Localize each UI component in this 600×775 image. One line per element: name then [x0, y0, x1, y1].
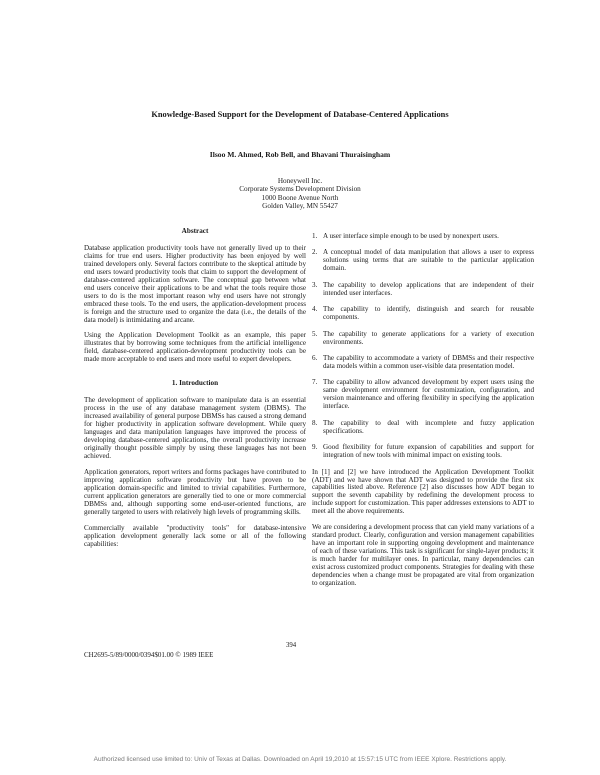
introduction-paragraph: Application generators, report writers and forms packages have contributed to improving application software productivity but have proven to be application domain-specific and limited to trivial capabilities. Furthermore, current application generators are generally tied to one or more commercial DBMSs and, although supporting some end-user-oriented functions, are generally targeted to users with relatively high levels of programming skills. — [84, 467, 306, 516]
affiliation-line: Honeywell Inc. — [277, 177, 323, 185]
paper-authors: Ilsoo M. Ahmed, Rob Bell, and Bhavani Thuraisingham — [209, 150, 391, 159]
page-number: 394 — [286, 642, 297, 649]
list-item: 2. A conceptual model of data manipulation that allows a user to express solutions using terms that are suitable to the particular application domain. — [312, 248, 534, 273]
left-column — [84, 228, 306, 556]
affiliation-line: Corporate Systems Development Division — [239, 185, 361, 194]
affiliation-line: Golden Valley, MN 55427 — [262, 201, 338, 210]
list-item: 5. The capability to generate applications for a variety of execution environments. — [312, 329, 534, 346]
introduction-heading: 1. Introduction — [171, 379, 219, 388]
abstract-paragraph: Database application productivity tools have not generally lived up to their claims for true end users. Higher productivity has been enjoyed by well trained developers only. Several factors contribute to the skeptical attitude by end users toward productivity tools that claim to support the development of database-centered application software. The conceptual gap between what end users conceive their applications to be and what the tools require those users to do is the most important reason why end users have not strongly embraced these tools. To the end users, the application-development process is foreign and the structure used to organize the data (i.e., the details of the data model) is intimidating and arcane. — [84, 243, 306, 324]
license-notice: Authorized licensed use limited to: Univ of Texas at Dallas. Downloaded on April 19,2010 at 15:57:15 UTC from IEEE Xplore. Restrictions apply. — [93, 756, 507, 763]
abstract-paragraph: Using the Application Development Toolkit as an example, this paper illustrates that by borrowing some techniques from the artificial intelligence field, database-centered application-development productivity tools can be made more acceptable to end users and more useful to expert developers. — [84, 331, 306, 364]
capabilities-list — [312, 233, 534, 460]
list-item: 4. The capability to identify, distinguish and search for reusable components. — [312, 305, 534, 322]
list-item: 6. The capability to accommodate a variety of DBMSs and their respective data models within a common user-visible data presentation model. — [312, 354, 534, 370]
introduction-paragraph: Commercially available "productivity tools" for database-intensive application development generally lack some or all of the following capabilities: — [84, 523, 306, 548]
affiliation-block — [180, 177, 420, 210]
body-paragraph: In [1] and [2] we have introduced the Application Development Toolkit (ADT) and we have shown that ADT was designed to provide the first six capabilities listed above. Reference [2] also discusses how ADT began to support the seventh capability by redefining the development process to include support for customization. This paper addresses extensions to ADT to meet all the above requirements. — [312, 467, 534, 516]
list-item: 3. The capability to develop applications that are independent of their intended user interfaces. — [312, 280, 534, 297]
body-paragraph: We are considering a development process that can yield many variations of a standard product. Clearly, configuration and version management capabilities have an important role in supporting ongoing development and maintenance of each of these variations. This task is significant for single-layer products; it is much harder for multilayer ones. In particular, many dependencies can exist across customized product components. Strategies for dealing with these dependencies when a change must be propagated are vital from organization to organization. — [312, 523, 534, 587]
copyright-footer: CH2695-5/89/0000/0394$01.00 © 1989 IEEE — [84, 651, 214, 659]
right-column — [312, 233, 534, 596]
abstract-heading: Abstract — [181, 227, 209, 235]
list-item: 7. The capability to allow advanced development by expert users using the same development environment for customization, configuration, and version maintenance and offering flexibility in specifying the application interface. — [312, 378, 534, 411]
list-item: 9. Good flexibility for future expansion of capabilities and support for integration of new tools with minimal impact on existing tools. — [312, 443, 534, 460]
introduction-paragraph: The development of application software to manipulate data is an essential process in the use of any database management system (DBMS). The increased availability of general purpose DBMSs has caused a strong demand for higher productivity in application software development. While query languages and data manipulation languages have improved the process of developing database-centered applications, the overall productivity increase originally thought possible simply by using these languages has not been achieved. — [84, 396, 306, 460]
affiliation-line: 1000 Boone Avenue North — [261, 193, 339, 202]
paper-title: Knowledge-Based Support for the Development of Database-Centered Applications — [151, 110, 449, 119]
list-item: 8. The capability to deal with incomplete and fuzzy application specifications. — [312, 418, 534, 435]
list-item: 1. A user interface simple enough to be used by nonexpert users. — [312, 232, 499, 240]
